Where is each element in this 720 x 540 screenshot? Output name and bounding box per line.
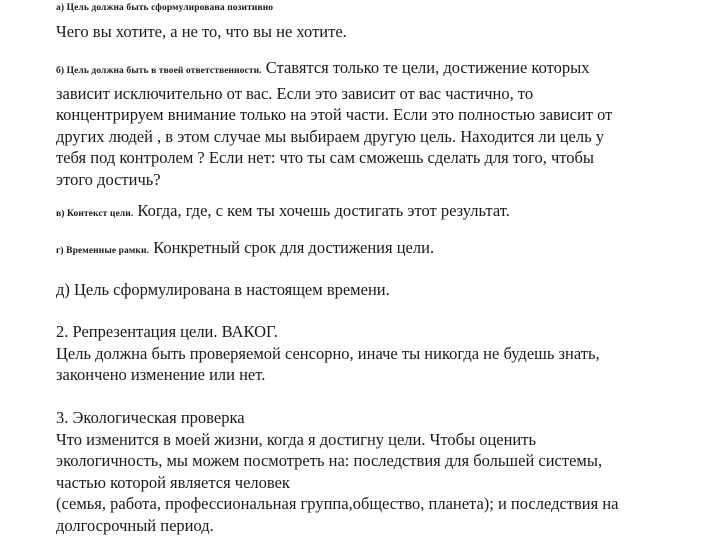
item-a-label: а) Цель должна быть сформулирована позитивно [56,3,274,13]
item-d-label: г) Временные рамки. [56,246,150,256]
section-2-line-1: Цель должна быть проверяемой сенсорно, иначе ты никогда не будешь знать, [56,343,600,363]
item-b-line-5: этого достичь? [56,169,161,189]
item-e-block [56,279,696,301]
item-b-line-4: тебя под контролем ? Если нет: что ты сам сможешь сделать для того, чтобы [56,148,595,167]
item-d-block [56,237,696,263]
section-3-title: 3. Экологическая проверка [56,408,245,427]
section-3-line-3: частью которой является человек [56,472,290,492]
item-b-block [56,57,696,190]
item-e-text: д) Цель сформулирована в настоящем времени. [56,280,390,299]
section-3-line-2: экологичность, мы можем посмотреть на: последствия для большей системы, [56,451,603,470]
section-3-line-5: долгосрочный период. [56,515,214,535]
section-2-title: 2. Репрезентация цели. ВАКОГ. [56,322,278,341]
section-3-line-1: Что изменится в моей жизни, когда я достигну цели. Чтобы оценить [56,429,536,449]
section-3 [56,407,696,536]
item-b-label: б) Цель должна быть в твоей ответственности. [56,66,262,76]
item-d-text: Конкретный срок для достижения цели. [153,238,435,257]
item-b-line-2: концентрируем внимание только на этой части. Если это полностью зависит от [56,105,613,124]
item-b-line-1: зависит исключительно от вас. Если это зависит от вас частично, то [56,83,534,103]
item-b-line-0: Ставятся только те цели, достижение которых [265,58,590,77]
item-b-line-3: других людей , в этом случае мы выбираем другую цель. Находится ли цель у [56,126,604,146]
section-3-line-4: (семья, работа, профессиональная группа,общество, планета); и последствия на [56,494,619,513]
item-c-block [56,200,696,226]
item-c-label: в) Контекст цели. [56,209,134,219]
item-c-text: Когда, где, с кем ты хочешь достигать этот результат. [137,201,510,220]
item-a-text: Чего вы хотите, а не то, что вы не хотите. [56,22,347,41]
document-page [56,0,696,540]
section-2-line-2: закончено изменение или нет. [56,365,266,384]
section-2 [56,321,696,386]
